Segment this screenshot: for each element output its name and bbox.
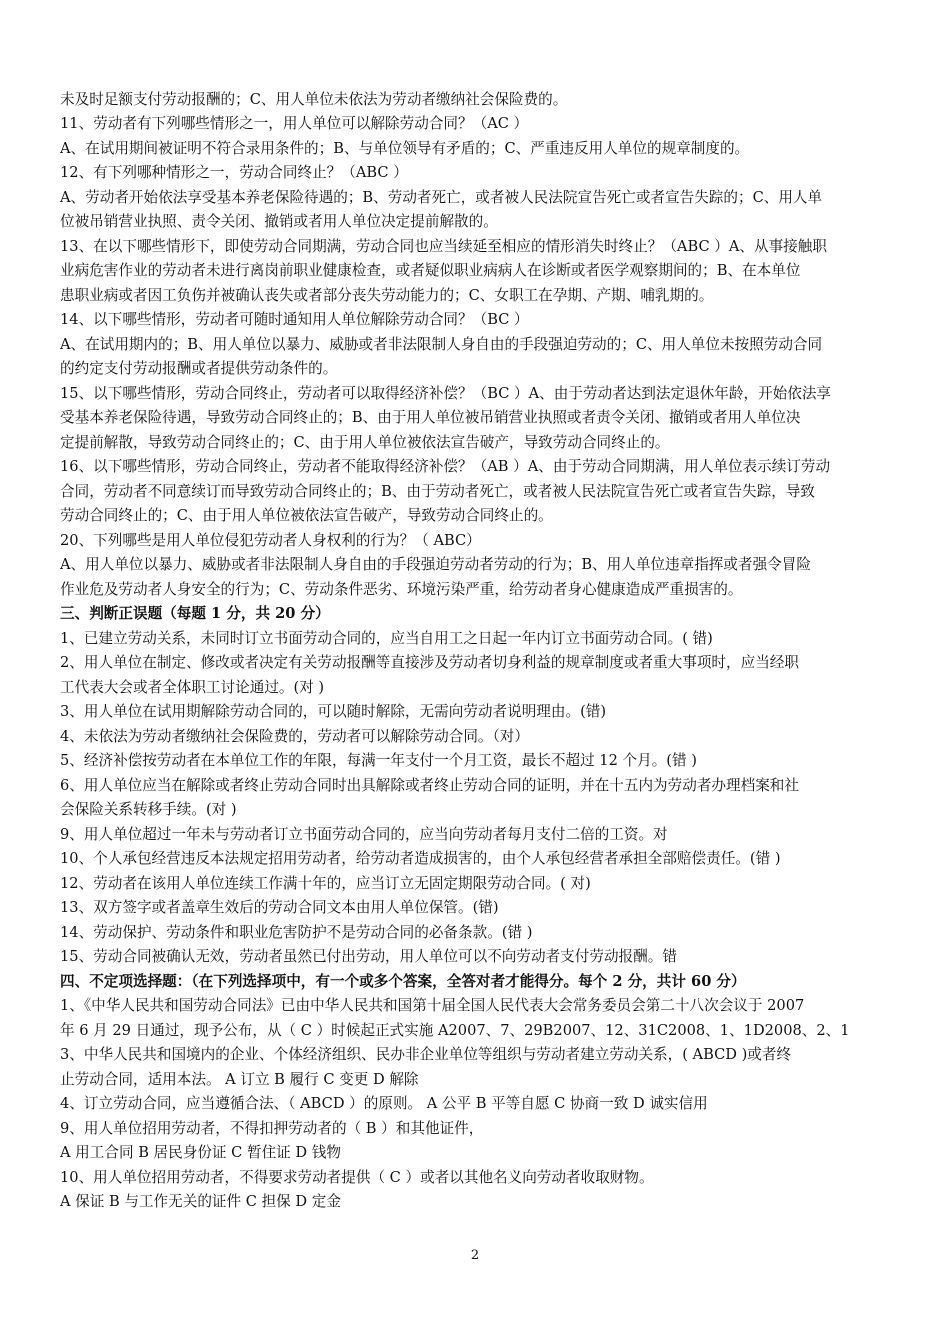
text-line: 合同，劳动者不同意续订而导致劳动合同终止的；B、由于劳动者死亡，或者被人民法院宣告死亡或者宣告失踪，导致 xyxy=(60,483,816,500)
text-line: 10、个人承包经营违反本法规定招用劳动者，给劳动者造成损害的，由个人承包经营者承担全部赔偿责任。(错 ) xyxy=(60,850,781,867)
text-line: 定提前解散，导致劳动合同终止的；C、由于用人单位被依法宣告破产，导致劳动合同终止的。 xyxy=(60,434,670,451)
page-number: 2 xyxy=(470,1248,480,1263)
text-line: A、用人单位以暴力、威胁或者非法限制人身自由的手段强迫劳动者劳动的行为；B、用人单位违章指挥或者强令冒险 xyxy=(60,556,811,573)
text-line: A、劳动者开始依法享受基本养老保险待遇的；B、劳动者死亡，或者被人民法院宣告死亡或者宣告失踪的；C、用人单 xyxy=(60,189,823,206)
text-line: A 用工合同 B 居民身份证 C 暂住证 D 钱物 xyxy=(60,1144,341,1161)
text-line: 9、用人单位超过一年未与劳动者订立书面劳动合同的，应当向劳动者每月支付二倍的工资。对 xyxy=(60,826,668,843)
text-line: 4、未依法为劳动者缴纳社会保险费的，劳动者可以解除劳动合同。（对） xyxy=(60,728,529,745)
text-line: 3、用人单位在试用期解除劳动合同的，可以随时解除，无需向劳动者说明理由。(错) xyxy=(60,703,607,720)
text-line: 患职业病或者因工负伤并被确认丧失或者部分丧失劳动能力的；C、女职工在孕期、产期、哺乳期的。 xyxy=(60,287,714,304)
text-line: 9、用人单位招用劳动者，不得扣押劳动者的（ B ）和其他证件， xyxy=(60,1120,484,1137)
text-line: 的约定支付劳动报酬或者提供劳动条件的。 xyxy=(60,360,338,377)
text-line: 劳动合同终止的；C、由于用人单位被依法宣告破产，导致劳动合同终止的。 xyxy=(60,507,553,524)
text-line: 2、用人单位在制定、修改或者决定有关劳动报酬等直接涉及劳动者切身利益的规章制度或者重大事项时，应当经职 xyxy=(60,654,799,671)
text-line: 会保险关系转移手续。(对 ) xyxy=(60,801,237,818)
text-line: 年 6 月 29 日通过，现予公布，从（ C ）时候起正式实施 A2007、7、29B2007、12、31C2008、1、1D2008、2、1 xyxy=(60,1022,850,1039)
text-line: 15、劳动合同被确认无效，劳动者虽然已付出劳动，用人单位可以不向劳动者支付劳动报酬。错 xyxy=(60,948,677,965)
text-line: 11、劳动者有下列哪些情形之一，用人单位可以解除劳动合同？（AC ） xyxy=(60,115,529,132)
text-line: 10、用人单位招用劳动者，不得要求劳动者提供（ C ）或者以其他名义向劳动者收取财物。 xyxy=(60,1169,654,1186)
text-line: A 保证 B 与工作无关的证件 C 担保 D 定金 xyxy=(60,1193,341,1210)
text-line: 1、已建立劳动关系，未同时订立书面劳动合同的，应当自用工之日起一年内订立书面劳动合同。( 错) xyxy=(60,630,713,647)
section-heading: 四、不定项选择题：（在下列选择项中，有一个或多个答案，全答对者才能得分。每个 2 分，共计 60 分） xyxy=(60,973,746,990)
text-line: 6、用人单位应当在解除或者终止劳动合同时出具解除或者终止劳动合同的证明，并在十五内为劳动者办理档案和社 xyxy=(60,777,799,794)
text-line: 13、双方签字或者盖章生效后的劳动合同文本由用人单位保管。(错) xyxy=(60,899,499,916)
text-line: 14、劳动保护、劳动条件和职业危害防护不是劳动合同的必备条款。(错 ) xyxy=(60,924,533,941)
text-line: 业病危害作业的劳动者未进行离岗前职业健康检查，或者疑似职业病病人在诊断或者医学观察期间的；B、在本单位 xyxy=(60,262,801,279)
text-line: A、在试用期内的；B、用人单位以暴力、威胁或者非法限制人身自由的手段强迫劳动的；C、用人单位未按照劳动合同 xyxy=(60,336,823,353)
text-line: 12、有下列哪种情形之一，劳动合同终止？（ABC ） xyxy=(60,164,408,181)
text-line: 工代表大会或者全体职工讨论通过。(对 ) xyxy=(60,679,325,696)
text-line: 5、经济补偿按劳动者在本单位工作的年限，每满一年支付一个月工资，最长不超过 12 个月。(错 ) xyxy=(60,752,697,769)
text-line: 作业危及劳动者人身安全的行为；C、劳动条件恶劣、环境污染严重，给劳动者身心健康造成严重损害的。 xyxy=(60,581,743,598)
text-line: 1、《中华人民共和国劳动合同法》已由中华人民共和国第十届全国人民代表大会常务委员会第二十八次会议于 2007 xyxy=(60,997,805,1014)
text-line: 15、以下哪些情形，劳动合同终止，劳动者可以取得经济补偿？（BC ）A、由于劳动者达到法定退休年龄，开始依法享 xyxy=(60,385,832,402)
text-line: 16、以下哪些情形，劳动合同终止，劳动者不能取得经济补偿？（AB ）A、由于劳动合同期满，用人单位表示续订劳动 xyxy=(60,458,831,475)
text-line: 止劳动合同，适用本法。 A 订立 B 履行 C 变更 D 解除 xyxy=(60,1071,419,1088)
text-line: 14、以下哪些情形，劳动者可随时通知用人单位解除劳动合同？（BC ） xyxy=(60,311,529,328)
text-line: 未及时足额支付劳动报酬的；C、用人单位未依法为劳动者缴纳社会保险费的。 xyxy=(60,91,568,108)
text-line: 12、劳动者在该用人单位连续工作满十年的，应当订立无固定期限劳动合同。( 对) xyxy=(60,875,591,892)
section-heading: 三、判断正误题（每题 1 分，共 20 分） xyxy=(60,605,330,622)
text-line: 3、中华人民共和国境内的企业、个体经济组织、民办非企业单位等组织与劳动者建立劳动关系，( ABCD )或者终 xyxy=(60,1046,792,1063)
text-line: A、在试用期间被证明不符合录用条件的；B、与单位领导有矛盾的；C、严重违反用人单位的规章制度的。 xyxy=(60,140,750,157)
text-line: 20、下列哪些是用人单位侵犯劳动者人身权利的行为？（ ABC） xyxy=(60,532,481,549)
text-line: 4、订立劳动合同，应当遵循合法、（ ABCD ）的原则。 A 公平 B 平等自愿 C 协商一致 D 诚实信用 xyxy=(60,1095,708,1112)
text-line: 受基本养老保险待遇，导致劳动合同终止的；B、由于用人单位被吊销营业执照或者责令关闭、撤销或者用人单位决 xyxy=(60,409,801,426)
text-line: 13、在以下哪些情形下，即使劳动合同期满，劳动合同也应当续延至相应的情形消失时终止？（ABC ）A、从事接触职 xyxy=(60,238,827,255)
text-line: 位被吊销营业执照、责令关闭、撤销或者用人单位决定提前解散的。 xyxy=(60,213,498,230)
